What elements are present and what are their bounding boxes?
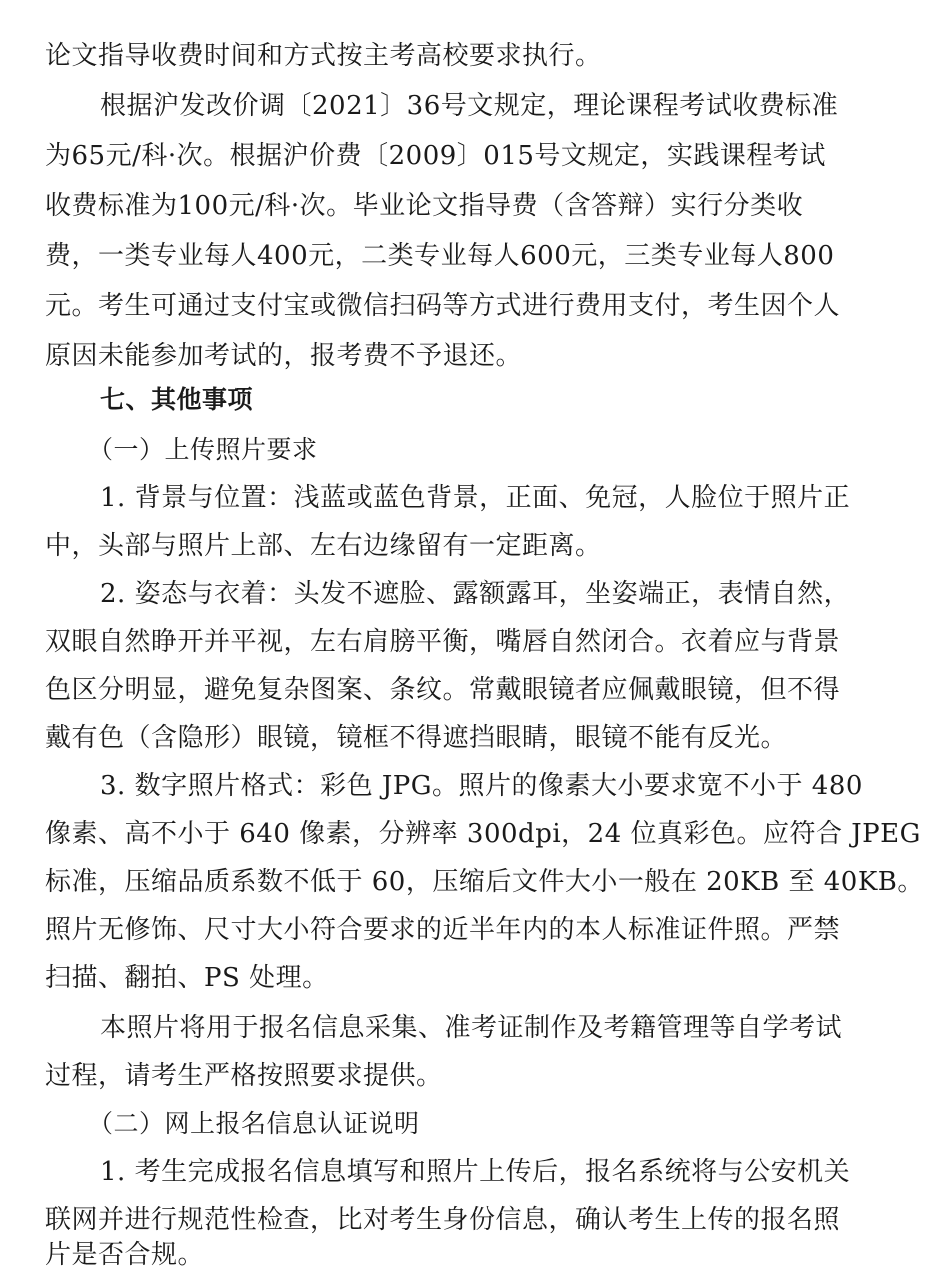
paragraph-line-5: 费，一类专业每人400元，二类专业每人600元，三类专业每人800 bbox=[45, 241, 835, 271]
paragraph-line-7: 原因未能参加考试的，报考费不予退还。 bbox=[45, 341, 523, 371]
paragraph-line-15: 像素、高不小于 640 像素，分辨率 300dpi，24 位真彩色。应符合 JPEG bbox=[45, 819, 921, 849]
paragraph-line-22: 联网并进行规范性检查，比对考生身份信息，确认考生上传的报名照 bbox=[45, 1205, 841, 1235]
paragraph-line-11: 双眼自然睁开并平视，左右肩膀平衡，嘴唇自然闭合。衣着应与背景 bbox=[45, 627, 841, 657]
paragraph-line-8: 1. 背景与位置：浅蓝或蓝色背景，正面、免冠，人脸位于照片正 bbox=[100, 483, 851, 513]
section-heading-other-matters: 七、其他事项 bbox=[100, 385, 254, 414]
paragraph-line-4: 收费标准为100元/科·次。毕业论文指导费（含答辩）实行分类收 bbox=[45, 191, 804, 221]
paragraph-line-10: 2. 姿态与衣着：头发不遮脸、露额露耳，坐姿端正，表情自然， bbox=[100, 579, 851, 609]
paragraph-line-2: 根据沪发改价调〔2021〕36号文规定，理论课程考试收费标准 bbox=[100, 91, 839, 121]
paragraph-line-20: 过程，请考生严格按照要求提供。 bbox=[45, 1061, 443, 1091]
paragraph-line-21: 1. 考生完成报名信息填写和照片上传后，报名系统将与公安机关 bbox=[100, 1157, 851, 1187]
paragraph-line-16: 标准，压缩品质系数不低于 60，压缩后文件大小一般在 20KB 至 40KB。 bbox=[45, 867, 924, 897]
paragraph-line-6: 元。考生可通过支付宝或微信扫码等方式进行费用支付，考生因个人 bbox=[45, 291, 841, 321]
paragraph-line-9: 中，头部与照片上部、左右边缘留有一定距离。 bbox=[45, 531, 602, 561]
paragraph-line-17: 照片无修饰、尺寸大小符合要求的近半年内的本人标准证件照。严禁 bbox=[45, 915, 841, 945]
paragraph-line-13: 戴有色（含隐形）眼镜，镜框不得遮挡眼睛，眼镜不能有反光。 bbox=[45, 723, 788, 753]
paragraph-line-12: 色区分明显，避免复杂图案、条纹。常戴眼镜者应佩戴眼镜，但不得 bbox=[45, 675, 841, 705]
paragraph-line-18: 扫描、翻拍、PS 处理。 bbox=[45, 963, 329, 993]
subsection-heading-photo-requirements: （一）上传照片要求 bbox=[88, 435, 318, 464]
paragraph-line-14: 3. 数字照片格式：彩色 JPG。照片的像素大小要求宽不小于 480 bbox=[100, 771, 863, 801]
subsection-heading-online-registration: （二）网上报名信息认证说明 bbox=[88, 1109, 420, 1138]
paragraph-line-1: 论文指导收费时间和方式按主考高校要求执行。 bbox=[45, 41, 602, 71]
paragraph-line-3: 为65元/科·次。根据沪价费〔2009〕015号文规定，实践课程考试 bbox=[45, 141, 826, 171]
paragraph-line-19: 本照片将用于报名信息采集、准考证制作及考籍管理等自学考试 bbox=[100, 1013, 843, 1043]
paragraph-line-23: 片是否合规。 bbox=[45, 1240, 205, 1270]
